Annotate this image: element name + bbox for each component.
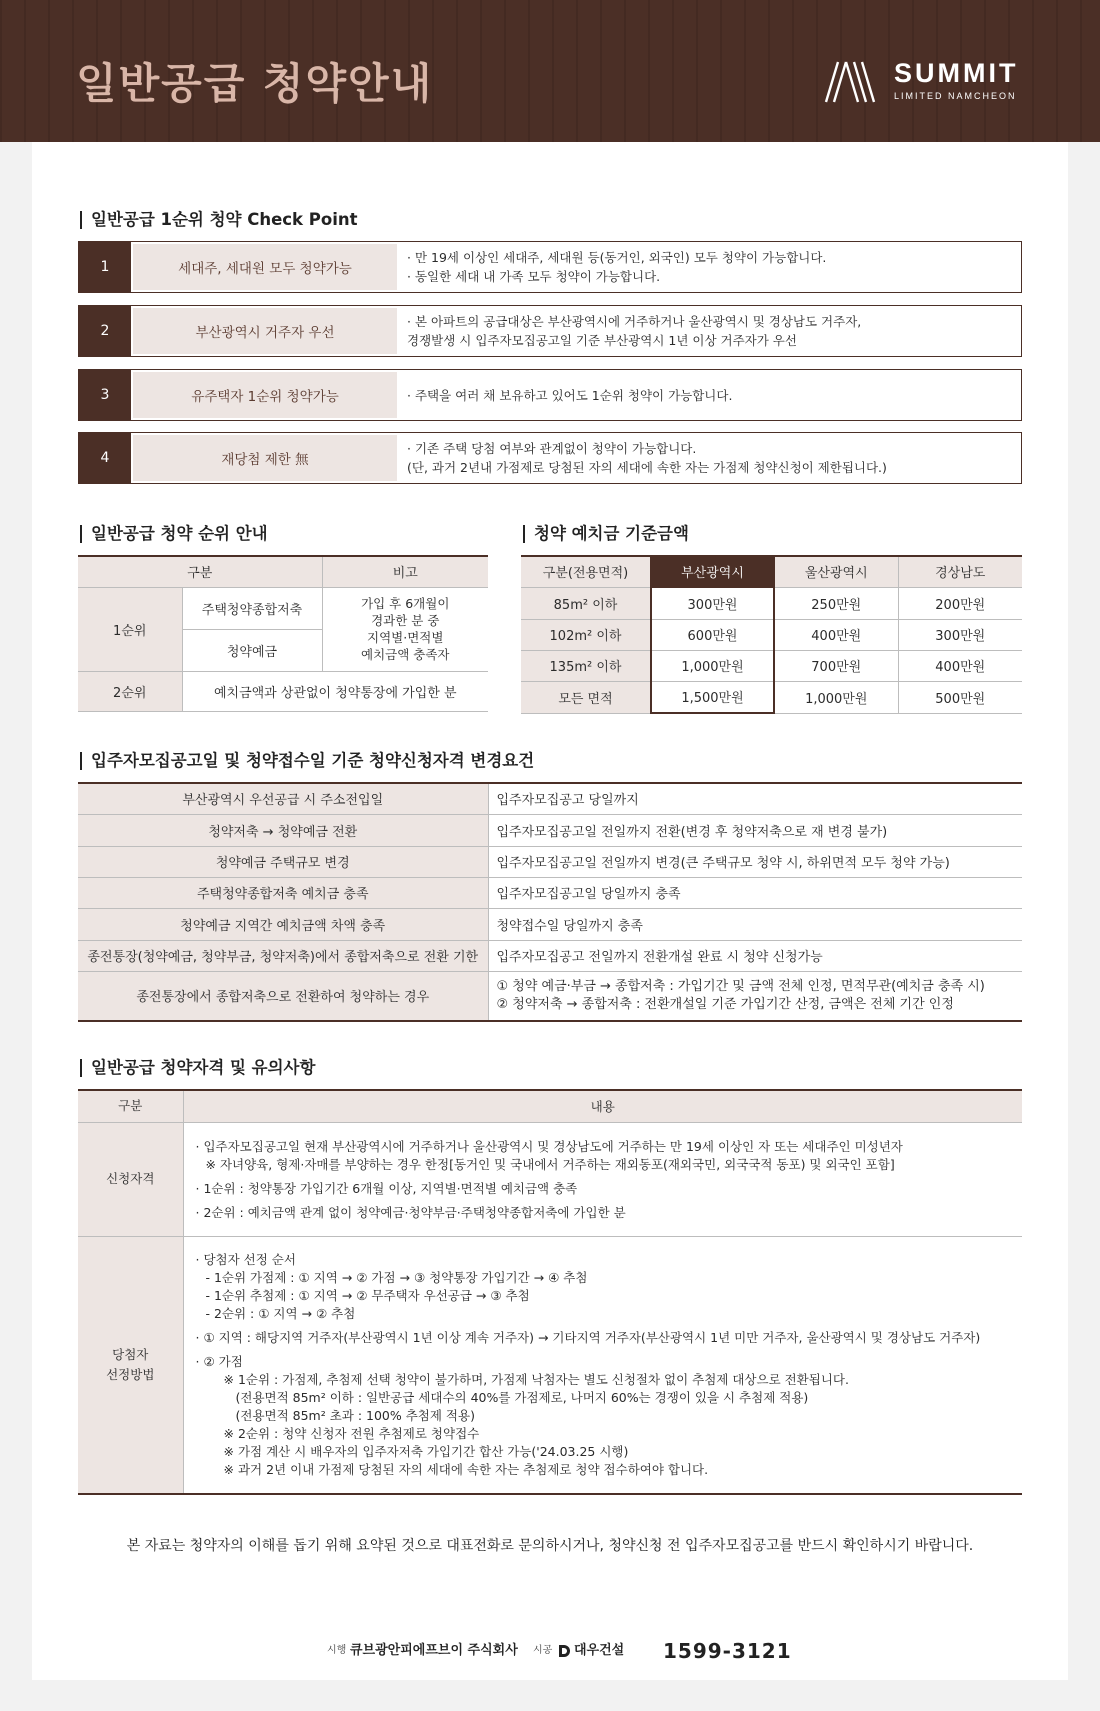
description-line: 경쟁발생 시 입주자모집공고일 기준 부산광역시 1년 이상 거주자가 우선 xyxy=(407,333,797,348)
checkpoint-description xyxy=(407,242,826,292)
note-line: 경과한 분 중 xyxy=(371,613,440,628)
qual-label-eligibility: 신청자격 xyxy=(78,1122,183,1236)
qual-line: (전용면적 85m² 이하 : 일반공급 세대수의 40%를 가점제로, 나머지 60%는 경쟁이 있을 시 추첨제 적용) xyxy=(235,1389,809,1405)
deposit-ulsan: 400만원 xyxy=(774,619,898,650)
qual-header-gubun: 구분 xyxy=(78,1090,183,1122)
checkpoint-label: 부산광역시 거주자 우선 xyxy=(133,308,397,354)
qual-line: - 1순위 가점제 : ① 지역 → ② 가점 → ③ 청약통장 가입기간 → ④ 추첨 xyxy=(205,1269,588,1285)
checkpoint-number: 3 xyxy=(79,370,131,420)
checkpoint-row xyxy=(78,432,1022,484)
deposit-area: 85m² 이하 xyxy=(521,587,651,619)
note-line: 예치금액 충족자 xyxy=(361,647,450,662)
description-line: · 동일한 세대 내 가족 모두 청약이 가능합니다. xyxy=(407,269,661,284)
qual-line: · 2순위 : 예치금액 관계 없이 청약예금·청약부금·주택청약종합저축에 가입한 분 xyxy=(195,1205,626,1220)
footer xyxy=(0,1636,1100,1666)
change-title: 입주자모집공고일 및 청약접수일 기준 청약신청자격 변경요건 xyxy=(80,752,534,770)
header-bigo: 비고 xyxy=(322,556,488,587)
deadline-line: ① 청약 예금·부금 → 종합저축 : 가입기간 및 금액 전체 인정, 면적무관(예치금 충족 시) xyxy=(496,978,985,994)
qual-line: - 2순위 : ① 지역 → ② 추첨 xyxy=(205,1305,356,1321)
rank-2-text: 예치금액과 상관없이 청약통장에 가입한 분 xyxy=(182,671,488,711)
deposit-header: 울산광역시 xyxy=(774,556,898,587)
qual-header-content: 내용 xyxy=(183,1090,1022,1122)
change-condition: 주택청약종합저축 예치금 충족 xyxy=(78,877,488,908)
checkpoint-description xyxy=(407,433,887,483)
rank-table xyxy=(78,555,488,712)
change-condition: 청약저축 → 청약예금 전환 xyxy=(78,814,488,846)
deposit-header: 경상남도 xyxy=(898,556,1022,587)
description-line: · 본 아파트의 공급대상은 부산광역시에 거주하거나 울산광역시 및 경상남도 거주자, xyxy=(407,314,862,329)
checkpoint-label: 재당첨 제한 無 xyxy=(133,435,397,481)
qual-table xyxy=(78,1089,1022,1495)
deposit-busan: 600만원 xyxy=(651,619,774,650)
checkpoint-title: 일반공급 1순위 청약 Check Point xyxy=(80,211,358,229)
note-line: 지역별·면적별 xyxy=(367,630,444,645)
header-banner xyxy=(0,0,1100,142)
change-deadline: 입주자모집공고일 전일까지 전환(변경 후 청약저축으로 재 변경 불가) xyxy=(488,814,1022,846)
builder-label: 시공 xyxy=(533,1645,553,1656)
qual-line: ※ 과거 2년 이내 가점제 당첨된 자의 세대에 속한 자는 추첨제로 청약 접수하여야 합니다. xyxy=(223,1461,709,1477)
daewoo-logo-icon xyxy=(557,1644,571,1658)
change-deadline xyxy=(488,971,1022,1021)
deposit-gyeongnam: 500만원 xyxy=(898,681,1022,713)
checkpoint-row xyxy=(78,369,1022,421)
deposit-busan: 1,000만원 xyxy=(651,650,774,681)
disclaimer-note: 본 자료는 청약자의 이해를 돕기 위해 요약된 것으로 대표전화로 문의하시거나, 청약신청 전 입주자모집공고를 반드시 확인하시기 바랍니다. xyxy=(126,1538,974,1554)
description-line: · 주택을 여러 채 보유하고 있어도 1순위 청약이 가능합니다. xyxy=(407,387,733,403)
qual-line: ※ 1순위 : 가점제, 추첨제 선택 청약이 불가하며, 가점제 낙첨자는 별도 신청절차 없이 추첨제 대상으로 전환됩니다. xyxy=(223,1371,849,1387)
change-deadline: 입주자모집공고일 당일까지 충족 xyxy=(488,877,1022,908)
change-condition: 종전통장(청약예금, 청약부금, 청약저축)에서 종합저축으로 전환 기한 xyxy=(78,940,488,971)
rank-1-note xyxy=(322,587,488,671)
change-deadline: 입주자모집공고 전일까지 전환개설 완료 시 청약 신청가능 xyxy=(488,940,1022,971)
qual-eligibility-content xyxy=(183,1122,1022,1236)
deposit-header: 구분(전용면적) xyxy=(521,556,651,587)
checkpoint-number: 4 xyxy=(79,433,131,483)
qual-label-line: 선정방법 xyxy=(106,1366,155,1382)
change-condition: 청약예금 주택규모 변경 xyxy=(78,846,488,877)
change-condition: 청약예금 지역간 예치금액 차액 충족 xyxy=(78,908,488,940)
checkpoint-label: 유주택자 1순위 청약가능 xyxy=(133,372,397,418)
checkpoint-row xyxy=(78,241,1022,293)
checkpoint-number: 1 xyxy=(79,242,131,292)
deposit-ulsan: 1,000만원 xyxy=(774,681,898,713)
qual-line: ※ 가점 계산 시 배우자의 입주자저축 가입기간 합산 가능('24.03.25 시행) xyxy=(223,1443,629,1459)
rank-title: 일반공급 청약 순위 안내 xyxy=(80,525,268,543)
qual-line: (전용면적 85m² 초과 : 100% 추첨제 적용) xyxy=(235,1407,475,1423)
builder-name: 대우건설 xyxy=(574,1643,625,1658)
qual-title: 일반공급 청약자격 및 유의사항 xyxy=(80,1059,315,1077)
rank-1-label: 1순위 xyxy=(78,587,182,671)
qual-line: · ② 가점 xyxy=(195,1353,243,1369)
summit-logo xyxy=(824,60,1024,104)
logo-subtitle: LIMITED NAMCHEON xyxy=(894,91,1017,101)
deposit-area: 모든 면적 xyxy=(521,681,651,713)
change-condition: 종전통장에서 종합저축으로 전환하여 청약하는 경우 xyxy=(78,971,488,1021)
header-gubun: 구분 xyxy=(78,556,322,587)
deposit-header-busan: 부산광역시 xyxy=(651,556,774,587)
checkpoint-description xyxy=(407,370,732,420)
qual-line: · 당첨자 선정 순서 xyxy=(195,1251,296,1267)
checkpoint-description xyxy=(407,306,861,356)
deposit-area: 102m² 이하 xyxy=(521,619,651,650)
qual-line: ※ 2순위 : 청약 신청자 전원 추첨제로 청약접수 xyxy=(223,1425,480,1441)
developer-name: 큐브광안피에프브이 주식회사 xyxy=(350,1643,518,1658)
deposit-gyeongnam: 400만원 xyxy=(898,650,1022,681)
change-table xyxy=(78,782,1022,1022)
qual-line: · ① 지역 : 해당지역 거주자(부산광역시 1년 이상 계속 거주자) → 기타지역 거주자(부산광역시 1년 미만 거주자, 울산광역시 및 경상남도 거주자) xyxy=(195,1329,981,1345)
change-deadline: 입주자모집공고 당일까지 xyxy=(488,783,1022,814)
qual-label-line: 당첨자 xyxy=(112,1346,149,1362)
qual-line: · 입주자모집공고일 현재 부산광역시에 거주하거나 울산광역시 및 경상남도에 거주하는 만 19세 이상인 자 또는 세대주인 미성년자 xyxy=(195,1139,903,1154)
qual-line: - 1순위 추첨제 : ① 지역 → ② 무주택자 우선공급 → ③ 추첨 xyxy=(205,1287,530,1303)
checkpoint-row xyxy=(78,305,1022,357)
note-line: 가입 후 6개월이 xyxy=(361,596,450,611)
qual-line: ※ 자녀양육, 형제·자매를 부양하는 경우 한정[동거인 및 국내에서 거주하는 재외동포(재외국민, 외국국적 동포) 및 외국인 포함] xyxy=(205,1157,895,1172)
deadline-line: ② 청약저축 → 종합저축 : 전환개설일 기준 가입기간 산정, 금액은 전체 기간 인정 xyxy=(496,996,954,1012)
deposit-table xyxy=(521,555,1022,714)
deposit-ulsan: 250만원 xyxy=(774,587,898,619)
developer-label: 시행 xyxy=(327,1645,347,1656)
deposit-busan: 300만원 xyxy=(651,587,774,619)
qual-label-selection xyxy=(78,1236,183,1494)
description-line: (단, 과거 2년내 가점제로 당첨된 자의 세대에 속한 자는 가점제 청약신청이 제한됩니다.) xyxy=(407,460,887,475)
logo-wordmark: SUMMIT xyxy=(894,58,1019,88)
change-deadline: 입주자모집공고일 전일까지 변경(큰 주택규모 청약 시, 하위면적 모두 청약 가능) xyxy=(488,846,1022,877)
deposit-gyeongnam: 300만원 xyxy=(898,619,1022,650)
account-type: 주택청약종합저축 xyxy=(182,587,322,629)
description-line: · 만 19세 이상인 세대주, 세대원 등(동거인, 외국인) 모두 청약이 가능합니다. xyxy=(407,250,827,265)
summit-logo-icon xyxy=(824,60,876,104)
deposit-gyeongnam: 200만원 xyxy=(898,587,1022,619)
page-title: 일반공급 청약안내 xyxy=(76,59,434,108)
deposit-ulsan: 700만원 xyxy=(774,650,898,681)
change-condition: 부산광역시 우선공급 시 주소전입일 xyxy=(78,783,488,814)
deposit-busan: 1,500만원 xyxy=(651,681,774,713)
change-deadline: 청약접수일 당일까지 충족 xyxy=(488,908,1022,940)
phone-number: 1599-3121 xyxy=(663,1639,792,1663)
qual-line: · 1순위 : 청약통장 가입기간 6개월 이상, 지역별·면적별 예치금액 충족 xyxy=(195,1181,578,1196)
checkpoint-label: 세대주, 세대원 모두 청약가능 xyxy=(133,244,397,290)
rank-2-label: 2순위 xyxy=(78,671,182,711)
deposit-title: 청약 예치금 기준금액 xyxy=(523,525,689,543)
checkpoint-number: 2 xyxy=(79,306,131,356)
deposit-area: 135m² 이하 xyxy=(521,650,651,681)
account-type: 청약예금 xyxy=(182,629,322,671)
description-line: · 기존 주택 당첨 여부와 관계없이 청약이 가능합니다. xyxy=(407,441,697,456)
qual-selection-content xyxy=(183,1236,1022,1494)
